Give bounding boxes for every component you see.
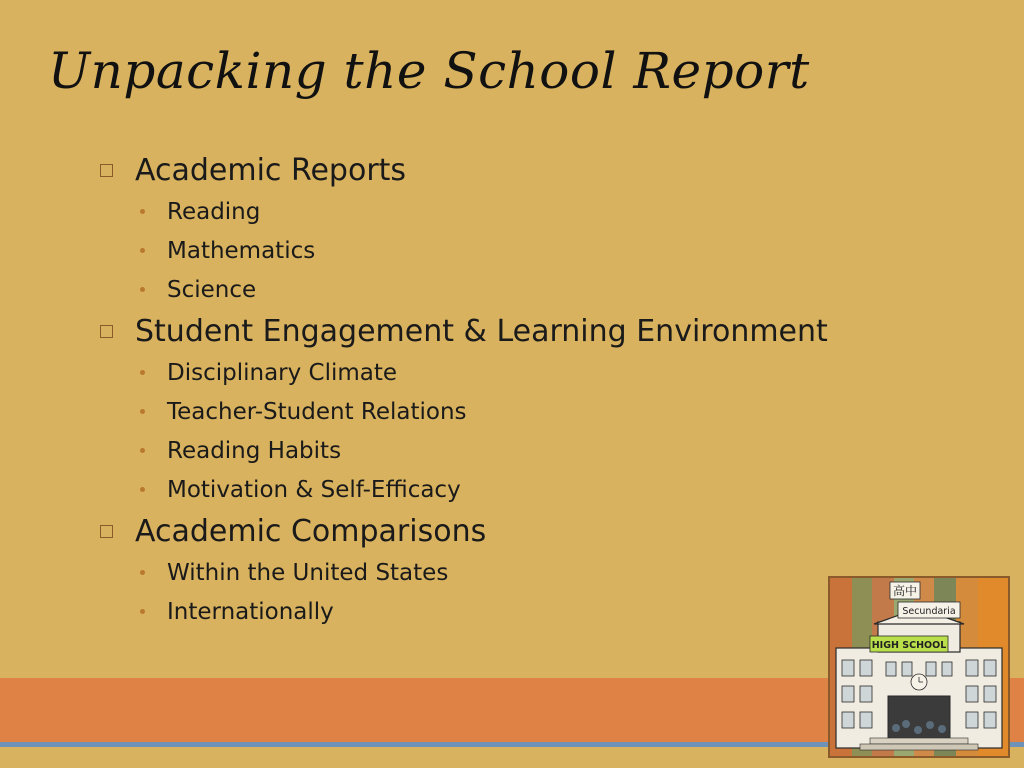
section-academic-comparisons [96,511,896,551]
sign-spanish: Secundaria [902,606,956,617]
square-bullet-icon [100,325,113,338]
item-label: Internationally [167,598,334,625]
list-item [140,431,896,470]
item-label: Reading [167,198,261,225]
list-item [140,553,896,592]
section-label: Academic Reports [135,152,407,188]
dot-bullet-icon [140,609,145,614]
dot-bullet-icon [140,570,145,575]
school-building-drawing [830,578,1008,756]
dot-bullet-icon [140,209,145,214]
list-item [140,470,896,509]
item-label: Mathematics [167,237,316,264]
item-label: Science [167,276,257,303]
list-item [140,231,896,270]
school-illustration [828,576,1010,758]
list-item [140,353,896,392]
item-label: Disciplinary Climate [167,359,398,386]
square-bullet-icon [100,164,113,177]
dot-bullet-icon [140,370,145,375]
section-academic-reports [96,150,896,190]
item-label: Within the United States [167,559,449,586]
item-label: Reading Habits [167,437,342,464]
dot-bullet-icon [140,248,145,253]
dot-bullet-icon [140,448,145,453]
item-label: Teacher-Student Relations [167,398,467,425]
dot-bullet-icon [140,409,145,414]
section-label: Student Engagement & Learning Environment [135,313,828,349]
section-student-engagement [96,311,896,351]
item-label: Motivation & Self-Efficacy [167,476,461,503]
dot-bullet-icon [140,287,145,292]
dot-bullet-icon [140,487,145,492]
bullet-list [96,148,896,631]
list-item [140,270,896,309]
list-item [140,592,896,631]
list-item [140,192,896,231]
square-bullet-icon [100,525,113,538]
list-item [140,392,896,431]
sign-chinese: 高中 [892,584,918,598]
section-label: Academic Comparisons [135,513,487,549]
slide-title: Unpacking the School Report [48,42,810,100]
sign-english: HIGH SCHOOL [871,640,947,651]
